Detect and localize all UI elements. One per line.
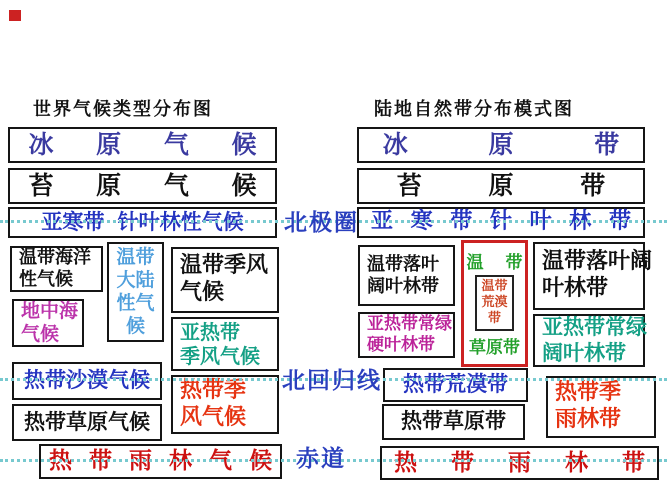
box-subarctic-climate-label: 亚寒带 针叶林性气候 [41,209,244,234]
box-tropical-rainforest-belt [380,446,659,480]
tropic-of-cancer-label: 北回归线 [282,368,382,394]
left-diagram-title: 世界气候类型分布图 [33,99,213,120]
box-tropical-monsoon-rainforest-belt [546,376,656,438]
line: 温带落叶 [367,253,439,275]
grassland-belt-label: 草原带 [469,338,520,358]
line: 热带季 [555,380,622,406]
box-temperate-desert-belt [475,275,513,332]
box-tundra-belt [357,168,645,204]
line: 性气候 [19,269,73,290]
box-tropical-savanna-belt [382,404,525,440]
box-temperate-continental-climate [107,242,164,342]
line: 候 [125,315,145,338]
line: 雨林带 [555,407,622,432]
line: 亚热带常绿 [367,314,452,335]
box-sclerophyll-forest-belt [358,312,455,358]
line: 性气 [116,292,155,314]
box-tundra-climate [8,168,277,204]
box-tundra-climate-label: 苔 原 气 候 [28,170,257,200]
line: 亚 寒 带 针 叶 林 带 [371,209,631,235]
corner-marker [9,10,21,21]
box-temperate-marine-climate [10,246,103,292]
line: 气候 [21,323,60,345]
line: 阔叶林带 [367,275,439,297]
line: 叶林带 [542,276,609,301]
line: 带 [487,311,501,327]
equator-label: 赤道 [296,446,346,472]
line: 热 带 雨 林 气 候 [48,448,273,475]
line: 温带海洋 [19,247,91,269]
line: 温带季风 [180,253,269,279]
line: 热带季 [180,377,247,403]
box-subtropical-monsoon-climate [171,317,279,371]
line: 热带荒漠带 [403,372,508,397]
right-diagram-title: 陆地自然带分布模式图 [374,99,574,120]
line: 热带沙漠气候 [24,368,150,393]
temperate-zone-label: 温 带 [466,253,523,273]
line: 温带 [481,278,508,294]
line: 硬叶林带 [367,335,435,355]
arctic-circle-label: 北极圈 [284,210,359,236]
line: 温带 [116,245,155,268]
line: 热带草原带 [401,409,506,434]
line: 风气候 [180,404,247,430]
line: 热 带 雨 林 带 [393,449,646,476]
box-temperate-monsoon-climate [171,247,279,313]
line: 地中海 [21,299,79,322]
line: 亚热带常绿 [542,314,647,339]
line: 热带草原气候 [24,409,150,434]
line: 苔 原 带 [396,170,606,200]
line: 季风气候 [180,344,260,368]
line: 气候 [180,280,225,305]
box-deciduous-broadleaf-belt-right [533,242,653,310]
box-ice-climate [8,127,277,163]
temperate-zone-group-box [461,240,528,367]
line: 阔叶林带 [542,340,626,365]
box-tropical-monsoon-climate [171,375,279,434]
box-mediterranean-climate [12,299,84,347]
line: 温带落叶阔 [542,249,653,275]
line: 大陆 [116,268,155,291]
line: 荒漠 [481,294,508,310]
box-deciduous-broadleaf-belt-left [358,245,455,306]
box-ice-climate-label: 冰 原 气 候 [28,129,257,159]
box-evergreen-broadleaf-belt [533,314,645,367]
box-tropical-desert-belt [383,368,528,402]
line: 冰 原 带 [382,129,620,159]
line: 亚热带 [180,319,240,344]
box-tropical-desert-climate [12,362,162,400]
box-tropical-savanna-climate [12,404,162,441]
box-ice-belt [357,127,645,163]
